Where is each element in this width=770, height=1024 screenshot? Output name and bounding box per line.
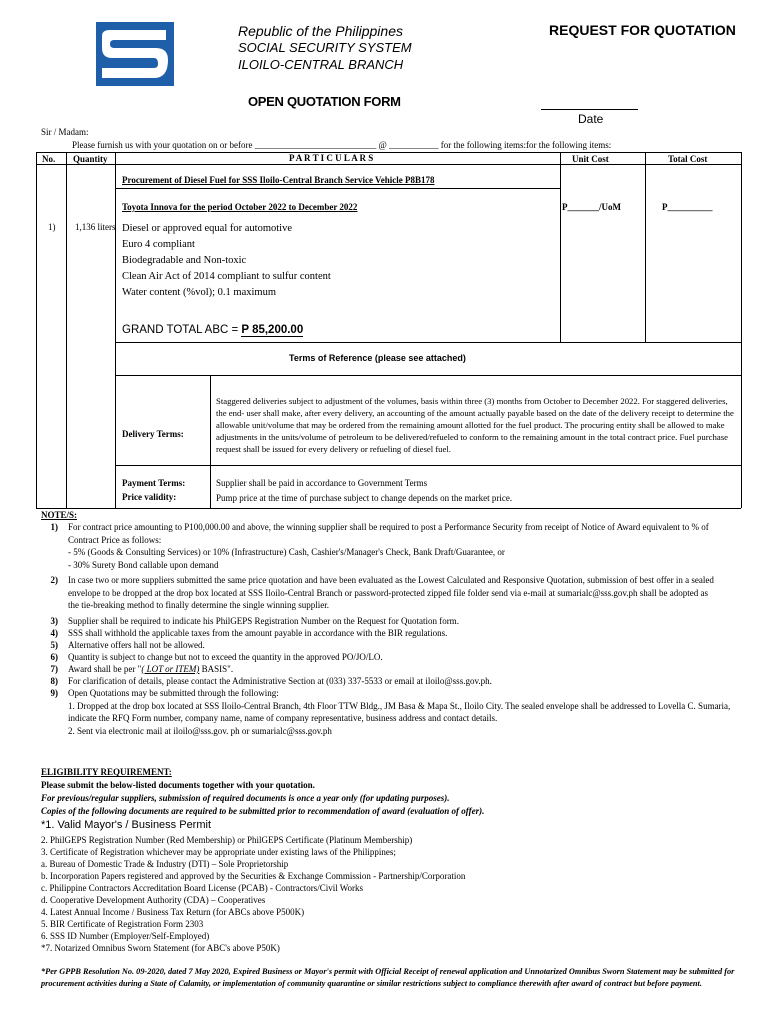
price-label: Price validity:: [122, 492, 177, 502]
note-2: In case two or more suppliers submitted the same price quotation and have been evaluated as the Lowest Calculated and Responsive Quotation, submission of best offer in a sealed envelope to be dropped at the drop box located at SSS Iloilo-Central Branch or password-protected zipped file folder send via e-mail at sumarialc@sss.gov.ph shall be adopted as the tie-breaking method to finally determine the single winning supplier.: [68, 575, 714, 610]
table-delivery-border: [115, 465, 741, 466]
list-item: d. Cooperative Development Authority (CDA) – Cooperatives: [41, 895, 266, 905]
note-number: 8): [50, 676, 58, 686]
spec-item: Water content (%vol); 0.1 maximum: [122, 287, 276, 298]
date-underline: [541, 109, 638, 110]
note-9: Open Quotations may be submitted through the following: 1. Dropped at the drop box located at SSS Iloilo-Central Branch, 4th Floor TTW Bldg., JM Basa & Mapa St., Iloilo City. The sealed envelope shall be addressed to Lovella C. Sumaria, indicate the RFQ Form number, company name, name of company representative, business address and contact details. 2. Sent via electronic mail at iloilo@sss.gov. ph or sumarialc@sss.gov.ph: [68, 688, 731, 736]
note-number: 5): [50, 640, 58, 650]
price-text: Pump price at the time of purchase subject to change depends on the market price.: [216, 493, 513, 503]
header-line-branch: ILOILO-CENTRAL BRANCH: [238, 57, 404, 72]
header-line-republic: Republic of the Philippines: [238, 23, 403, 39]
note-number: 2): [50, 575, 58, 585]
item-quantity: 1,136 liters: [75, 222, 116, 232]
list-item: 6. SSS ID Number (Employer/Self-Employed): [41, 931, 210, 941]
table-right-border: [741, 152, 742, 508]
note-number: 1): [50, 522, 58, 532]
payment-text: Supplier shall be paid in accordance to Government Terms: [216, 478, 428, 488]
table-bottom-border: [36, 508, 741, 509]
col-particulars-header: P A R T I C U L A R S: [289, 153, 374, 163]
note-6: Quantity is subject to change but not to exceed the quantity in the approved PO/JO/LO.: [68, 652, 383, 662]
list-item: 4. Latest Annual Income / Business Tax Return (for ABCs above P500K): [41, 907, 305, 917]
eligibility-heading: ELIGIBILITY REQUIREMENT:: [41, 767, 172, 777]
gppb-footnote: *Per GPPB Resolution No. 09-2020, dated 7 May 2020, Expired Business or Mayor's permit with Official Receipt of renewal application and Unnotarized Omnibus Sworn Statement may be submitted for procurement activities during a State of Calamity, or implementation of community quarantine or similar restrictions subject to compliance therewith after award of contract but before payment.: [41, 967, 735, 988]
list-item: a. Bureau of Domestic Trade & Industry (DTI) – Sole Proprietorship: [41, 859, 289, 869]
grand-total-value: P 85,200.00: [241, 324, 304, 336]
instruction: Please furnish us with your quotation on or before ___________________________ @ ___________ for the following items:for the following items:: [72, 140, 612, 150]
table-col-no-border: [66, 152, 67, 508]
unit-cost-blank: P_______/UoM: [562, 202, 621, 212]
table-grand-total-border: [115, 342, 741, 343]
table-terms-border: [115, 375, 741, 376]
grand-total: [122, 324, 303, 336]
eligibility-note-copies: Copies of the following documents are required to be submitted prior to recommendation of award (evaluation of offer).: [41, 806, 485, 816]
delivery-label: Delivery Terms:: [122, 429, 184, 439]
header-line-sss: SOCIAL SECURITY SYSTEM: [238, 40, 412, 55]
eligibility-item-permit: *1. Valid Mayor's / Business Permit: [41, 819, 212, 831]
total-cost-blank: P__________: [662, 202, 713, 212]
eligibility-list: [41, 834, 741, 954]
payment-label: Payment Terms:: [122, 478, 186, 488]
date-label: Date: [578, 112, 604, 126]
note-number: 9): [50, 688, 58, 698]
spec-item: Biodegradable and Non-toxic: [122, 255, 247, 266]
request-title: REQUEST FOR QUOTATION: [549, 22, 736, 38]
note-number: 7): [50, 664, 58, 674]
col-unit-cost-header: Unit Cost: [572, 154, 609, 164]
sss-logo-icon: [96, 22, 174, 86]
note-number: 4): [50, 628, 58, 638]
form-title: OPEN QUOTATION FORM: [248, 94, 401, 109]
note-number: 6): [50, 652, 58, 662]
col-qty-header: Quantity: [73, 154, 108, 164]
table-procurement-border: [115, 188, 560, 189]
salutation: Sir / Madam:: [41, 127, 89, 137]
eligibility-subheading: Please submit the below-listed documents together with your quotation.: [41, 780, 315, 790]
list-item: b. Incorporation Papers registered and approved by the Securities & Exchange Commission - Partnership/Corporation: [41, 871, 466, 881]
list-item: *7. Notarized Omnibus Sworn Statement (for ABC's above P50K): [41, 943, 280, 953]
sss-logo: [96, 22, 174, 86]
col-no-header: No.: [42, 154, 56, 164]
col-total-cost-header: Total Cost: [668, 154, 708, 164]
note-1: For contract price amounting to P100,000.00 and above, the winning supplier shall be required to post a Performance Security from receipt of Notice of Award equivalent to % of Contract Price as follows: - 5% (Goods & Consulting Services) or 10% (Infrastructure) Cash, Cashier's/Manager's Check, Bank Draft/Guarantee, or - 30% Surety Bond callable upon demand: [68, 522, 709, 570]
spec-item: Clean Air Act of 2014 compliant to sulfur content: [122, 271, 331, 282]
note-7: Award shall be per "( LOT or ITEM) BASIS".: [68, 664, 234, 674]
spec-item: Euro 4 compliant: [122, 239, 195, 250]
item-number: 1): [48, 222, 56, 232]
note-8: For clarification of details, please contact the Administrative Section at (033) 337-5533 or email at iloilo@sss.gov.ph.: [68, 676, 492, 686]
procurement-title: Procurement of Diesel Fuel for SSS Iloilo-Central Branch Service Vehicle P8B178: [122, 175, 435, 185]
list-item: 3. Certificate of Registration whichever may be appropriate under existing laws of the Philippines;: [41, 847, 396, 857]
spec-item: Diesel or approved equal for automotive: [122, 223, 292, 234]
table-top-border: [36, 152, 741, 153]
delivery-text: Staggered deliveries subject to adjustment of the volumes, basis within three (3) months from October to December 2022. For staggered deliveries, the end- user shall make, after every delivery, an accounting of the amount actually payable based on the date of the delivery receipt to determine the allowable unit/volume that may be ordered from the remaining amount allotted for the fuel product. The procuring entity shall be allowed to make adjustments in the units/volume of petroleum to be delivered/refueled to conform to the remaining amount in the total contract price. Fuel purchase request shall be issued for every delivery or refueling of diesel fuel.: [216, 396, 734, 454]
list-item: c. Philippine Contractors Accreditation Board License (PCAB) - Contractors/Civil Works: [41, 883, 364, 893]
eligibility-note-previous: For previous/regular suppliers, submission of required documents is once a year only (for updating purposes).: [41, 793, 450, 803]
list-item: 5. BIR Certificate of Registration Form 2303: [41, 919, 204, 929]
table-col-qty-border: [115, 152, 116, 508]
spec-list: [122, 221, 331, 301]
note-3: Supplier shall be required to indicate his PhilGEPS Registration Number on the Request for Quotation form.: [68, 616, 459, 626]
table-left-border: [36, 152, 37, 508]
terms-heading: Terms of Reference (please see attached): [289, 353, 466, 363]
note-4: SSS shall withhold the applicable taxes from the amount payable in accordance with the BIR regulations.: [68, 628, 448, 638]
grand-total-label: GRAND TOTAL ABC =: [122, 324, 242, 336]
notes-heading: NOTE/S:: [41, 510, 78, 520]
note-5: Alternative offers hall not be allowed.: [68, 640, 205, 650]
note-number: 3): [50, 616, 58, 626]
table-col-unit-border: [560, 152, 561, 342]
table-col-total-border: [645, 152, 646, 342]
list-item: 2. PhilGEPS Registration Number (Red Membership) or PhilGEPS Certificate (Platinum Membership): [41, 835, 413, 845]
table-header-border: [36, 164, 741, 165]
table-terms-split-border: [210, 375, 211, 508]
vehicle-line: Toyota Innova for the period October 2022 to December 2022: [122, 202, 358, 212]
